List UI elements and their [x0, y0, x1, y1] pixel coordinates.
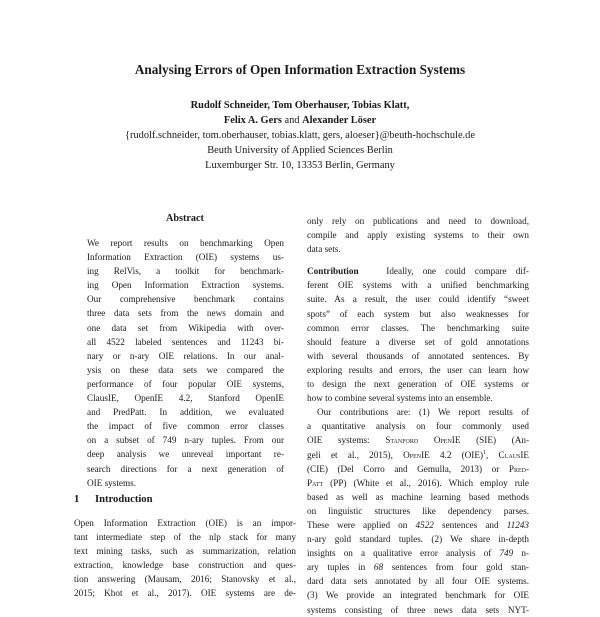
body-line: dard data sets annotated by all four OIE systems.	[307, 576, 529, 587]
abstract-line: We report results on benchmarking Open	[87, 238, 284, 248]
body-line: spots” of each system but also weaknesses for	[307, 308, 529, 319]
abstract-line: ClausIE, OpenIE 4.2, Stanford OpenIE	[87, 393, 284, 404]
intro-line: extraction, knowledge base construction and ques-	[74, 560, 296, 571]
body-line: on linguistic structures like dependency parses.	[307, 505, 529, 516]
abstract-line: nary or n-ary OIE relations. In our anal-	[87, 350, 284, 361]
address: Luxemburger Str. 10, 13353 Berlin, Germany	[205, 160, 395, 171]
abstract-line: performance of four popular OIE systems,	[87, 378, 284, 389]
body-line: (3) We provide an integrated benchmark for OIE	[307, 590, 529, 601]
abstract-line: one data set from Wikipedia with over-	[87, 322, 284, 333]
contribution-label: Contribution	[307, 266, 359, 277]
body-line: suite. As a result, the user could identify “sweet	[307, 294, 529, 305]
paper-title: Analysing Errors of Open Information Extraction Systems	[134, 62, 466, 77]
body-line: how to combine several systems into an ensemble.	[307, 393, 493, 404]
body-line: Patt (PP) (White et al., 2016). Which employ rule	[307, 477, 529, 488]
body-line: to design the next generation of OIE systems or	[307, 379, 529, 390]
affiliation: Beuth University of Applied Sciences Berlin	[207, 145, 393, 156]
body-line: Our contributions are: (1) We report results of	[317, 407, 529, 418]
author-emails: {rudolf.schneider, tom.oberhauser, tobias.klatt, gers, aloeser}@beuth-hochschule.de	[125, 130, 475, 141]
body-line: only rely on publications and need to download,	[307, 216, 529, 226]
section-heading-introduction	[74, 494, 153, 505]
abstract-line: ing RelVis, a toolkit for benchmark-	[87, 266, 284, 277]
body-line: ferent OIE systems with a unified benchmarking	[307, 280, 529, 291]
introduction-body	[74, 516, 296, 601]
intro-line: tion answering (Mausam, 2016; Stanovsky et al.,	[74, 574, 296, 585]
abstract-heading: Abstract	[166, 213, 204, 224]
body-line: n-ary gold standard tuples. (2) We share in-depth	[307, 534, 529, 545]
body-line: geli et al., 2015), OpenIE 4.2 (OIE)$^1$, ClausIE	[307, 449, 529, 460]
body-line: data sets.	[307, 244, 341, 255]
abstract-line: ysis on these data sets we compared the	[87, 364, 284, 375]
body-line: ary tuples in 68 sentences from four gold stan-	[307, 562, 529, 573]
body-line: compile and apply existing systems to their own	[307, 230, 529, 241]
abstract-line: search directions for a next generation of	[87, 463, 284, 474]
section-number: 1	[74, 494, 80, 505]
body-line: systems consisting of three news data sets NYT-	[307, 604, 529, 615]
author-block	[0, 98, 600, 173]
abstract-line: and PredPatt. In addition, we evaluated	[87, 407, 284, 418]
intro-line: 2015; Khot et al., 2017). OIE systems are de-	[74, 588, 296, 599]
abstract-line: ing Open Information Extraction systems.	[87, 280, 284, 291]
body-line: OIE systems: Stanford OpenIE (SIE) (An-	[307, 435, 530, 446]
abstract-line: Information Extraction (OIE) systems us-	[87, 252, 284, 263]
body-line: insights on a qualitative error analysis of 749 n-	[307, 548, 529, 559]
intro-line: tant intermediate step of the nlp stack for many	[74, 532, 296, 543]
body-line: exploring results and errors, the user can learn how	[307, 364, 529, 375]
body-line: a quantitative analysis on four commonly used	[307, 421, 529, 432]
abstract-line: OIE systems.	[87, 477, 136, 488]
abstract-line: deep analysis we unreveal important re-	[87, 449, 284, 460]
abstract-line: three data sets from the news domain and	[87, 308, 284, 319]
abstract-line: Our comprehensive benchmark contains	[87, 294, 284, 305]
body-line: based as well as machine learning based methods	[307, 491, 529, 502]
body-line: (CIE) (Del Corro and Gemulla, 2013) or Pred-	[307, 463, 529, 474]
authors-line-1: Rudolf Schneider, Tom Oberhauser, Tobias Klatt,	[190, 100, 410, 111]
abstract-line: all 4522 labeled sentences and 11243 bi-	[87, 336, 284, 347]
body-line: should feature a diverse set of gold annotations	[307, 336, 529, 347]
intro-line: Open Information Extraction (OIE) is an impor-	[74, 518, 296, 528]
abstract-line: on a subset of 749 n-ary tuples. From our	[87, 435, 284, 446]
section-title: Introduction	[95, 494, 153, 505]
body-line: common error classes. The benchmarking suite	[307, 322, 529, 333]
abstract-line: the impact of five common error classes	[87, 421, 284, 432]
right-column	[307, 214, 529, 617]
body-line: These were applied on 4522 sentences and 11243	[307, 519, 529, 530]
authors-line-2: Felix A. Gers and Alexander Löser	[223, 115, 377, 126]
abstract-body	[87, 236, 284, 490]
contribution-first-line: Contribution Ideally, one could compare dif-	[307, 266, 529, 277]
intro-line: text mining tasks, such as summarization, relation	[74, 546, 296, 557]
body-line: with several thousands of annotated sentences. By	[307, 350, 529, 361]
